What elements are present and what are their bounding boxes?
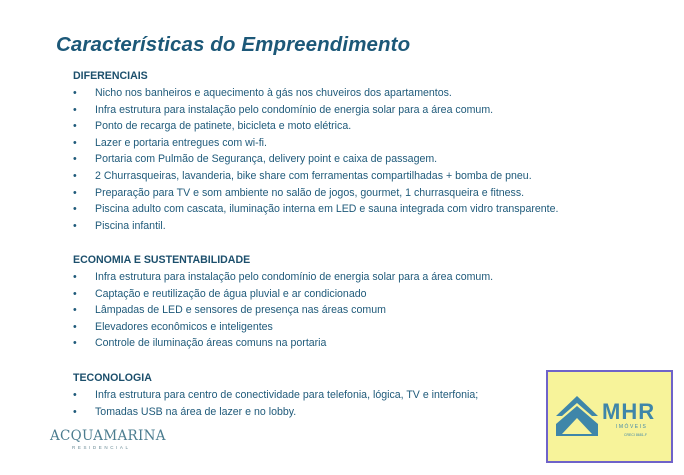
section-heading: ECONOMIA E SUSTENTABILIDADE [73,254,251,266]
list-item [73,151,558,168]
section-heading: DIFERENCIAIS [73,70,148,82]
list-item-text: Infra estrutura para centro de conectividade para telefonia, lógica, TV e interfonia; [95,389,479,401]
list-item [73,168,558,185]
list-item [73,286,493,303]
bullet-icon: • [73,203,77,216]
logo-creci: CRECI 8681-F [624,433,647,437]
logo-subtitle: IMÓVEIS [616,424,648,430]
bullet-icon: • [73,153,77,166]
list-item [73,185,558,202]
bullet-icon: • [73,136,77,149]
logo-brand: ACQUAMARINA [50,428,166,444]
list-item [73,102,558,119]
logo-brand: MHR [602,399,656,424]
bullet-icon: • [73,186,77,199]
list-item-text: Tomadas USB na área de lazer e no lobby. [95,405,297,418]
section-economia [73,252,493,352]
list-item-text: Piscina adulto com cascata, iluminação interna em LED e sauna integrada com vidro transparente. [95,203,559,216]
list-item-text: Ponto de recarga de patinete, bicicleta e moto elétrica. [95,120,352,133]
section-diferenciais [73,68,558,234]
section-tecnologia [73,370,478,420]
list-item [73,387,478,404]
bullet-icon: • [73,320,77,333]
bullet-icon: • [73,103,77,116]
mhr-imoveis-logo [546,370,673,463]
list-item-text: Infra estrutura para instalação pelo condomínio de energia solar para a área comum. [95,103,494,116]
bullet-icon: • [73,87,77,99]
list-item-text: 2 Churrasqueiras, lavanderia, bike share com ferramentas compartilhadas + bomba de pneu. [95,169,532,182]
list-item [73,118,558,135]
list-item [73,302,493,319]
list-item [73,135,558,152]
bullet-icon: • [73,405,77,418]
list-item-text: Captação e reutilização de água pluvial e ar condicionado [95,287,367,300]
bullet-icon: • [73,304,77,317]
bullet-icon: • [73,169,77,182]
list-item-text: Portaria com Pulmão de Segurança, delivery point e caixa de passagem. [95,153,438,166]
house-roof-icon [554,394,600,438]
list-item [73,201,558,218]
bullet-icon: • [73,337,77,350]
bullet-icon: • [73,287,77,300]
list-item [73,319,493,336]
list-item-text: Preparação para TV e som ambiente no salão de jogos, gourmet, 1 churrasqueira e fitness. [95,186,525,199]
section-heading: TECONOLOGIA [73,372,152,384]
list-item-text: Piscina infantil. [95,219,166,232]
list-item [73,85,558,102]
list-item-text: Nicho nos banheiros e aquecimento à gás nos chuveiros dos apartamentos. [95,87,452,99]
page-title: Características do Empreendimento [56,33,411,56]
list-item [73,218,558,235]
list-item-text: Infra estrutura para instalação pelo condomínio de energia solar para a área comum. [95,271,494,283]
bullet-icon: • [73,271,77,283]
logo-subtitle: RESIDENCIAL [72,445,131,450]
bullet-icon: • [73,120,77,133]
list-item-text: Elevadores econômicos e inteligentes [95,320,273,333]
bullet-icon: • [73,389,77,401]
list-item [73,335,493,352]
list-item-text: Lazer e portaria entregues com wi-fi. [95,136,267,149]
acquamarina-logo [50,428,166,456]
list-item [73,404,478,421]
list-item [73,269,493,286]
bullet-icon: • [73,219,77,232]
list-item-text: Controle de iluminação áreas comuns na portaria [95,337,327,350]
list-item-text: Lâmpadas de LED e sensores de presença nas áreas comum [95,304,386,317]
